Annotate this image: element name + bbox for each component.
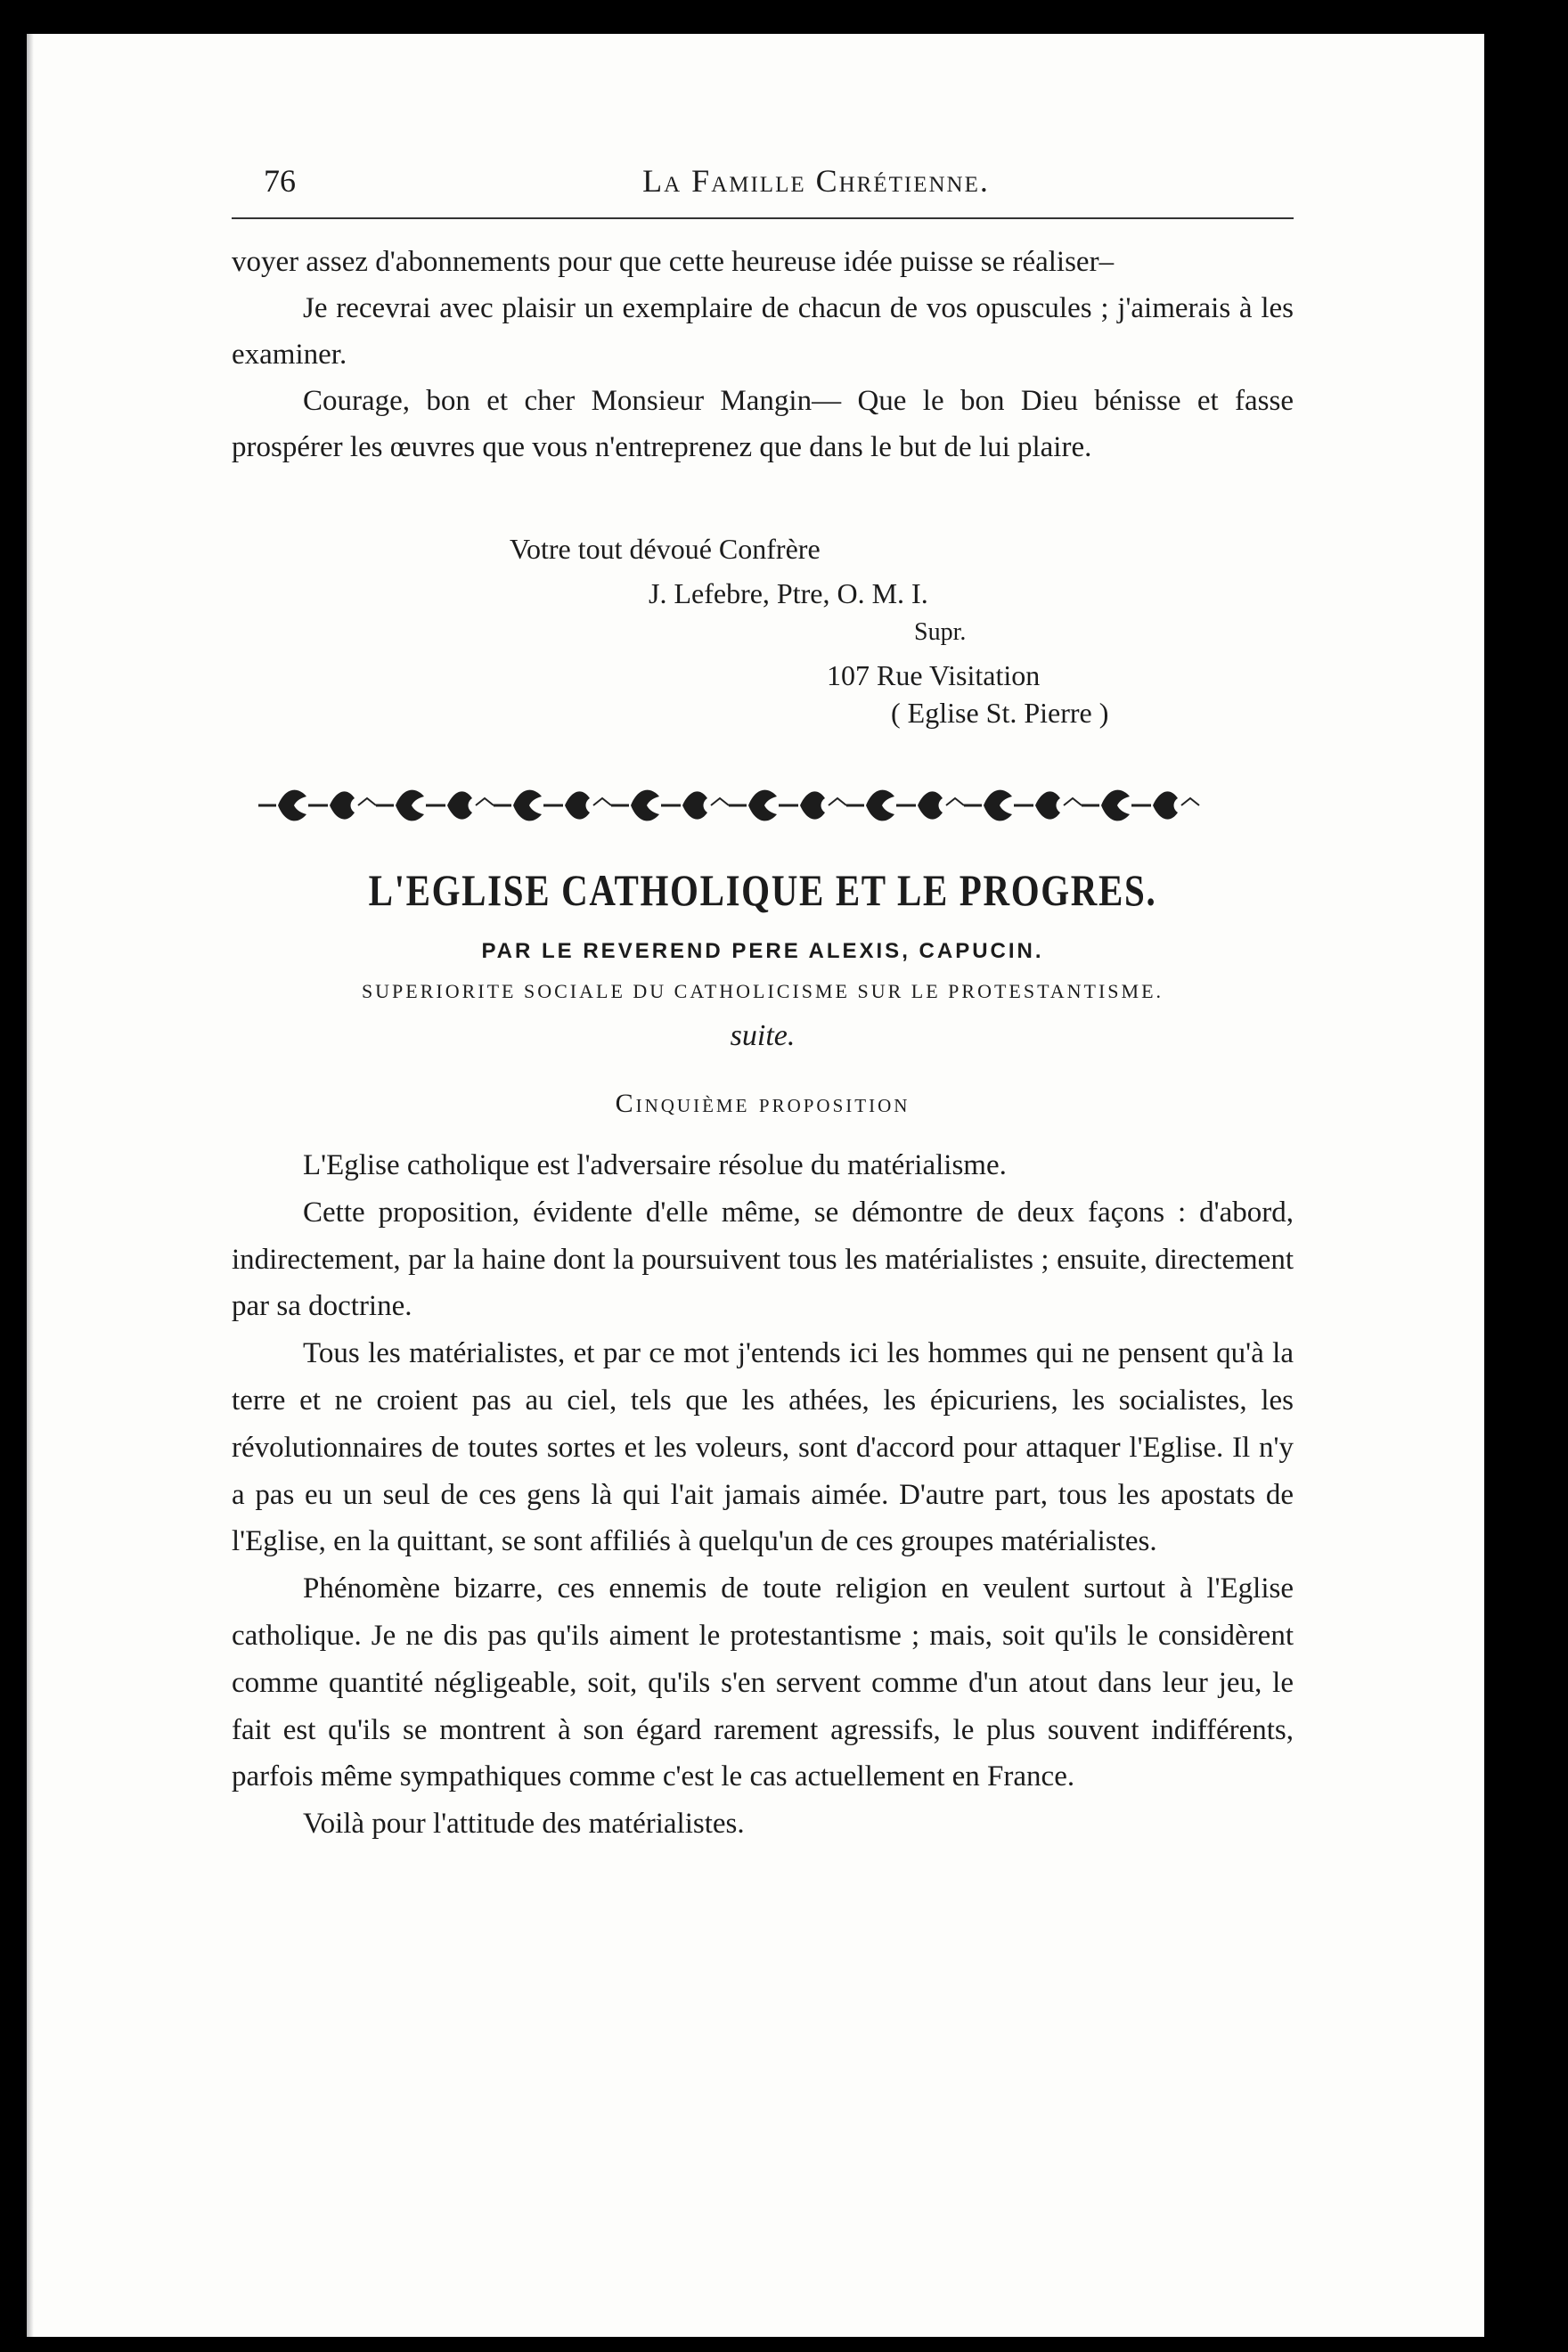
article-paragraph: Cette proposition, évidente d'elle même, se démontre de deux façons : d'abord, indirectement, par la haine dont la poursuivent tous les matérialistes ; ensuite, directement par sa doctrine. (232, 1196, 1294, 1323)
header-rule (232, 217, 1294, 219)
page-gutter-shadow (27, 34, 34, 2337)
running-header (232, 157, 1294, 201)
section-heading: Cinquième proposition (615, 1089, 911, 1118)
article-byline: PAR LE REVEREND PERE ALEXIS, CAPUCIN. (481, 939, 1044, 963)
letter-signer: J. Lefebre, Ptre, O. M. I. (649, 577, 928, 609)
letter-body (232, 239, 1294, 470)
letter-address-line: 107 Rue Visitation (827, 659, 1041, 691)
article-paragraph: Voilà pour l'attitude des matérialistes. (303, 1808, 745, 1841)
article-title: L'EGLISE CATHOLIQUE ET LE PROGRES. (368, 865, 1157, 915)
decorative-ornament-divider (249, 779, 1274, 832)
continued-label: suite. (730, 1019, 796, 1052)
running-title: La Famille Chrétienne. (642, 163, 990, 199)
letter-signer-title: Supr. (914, 618, 967, 646)
letter-paragraph: voyer assez d'abonnements pour que cette heureuse idée puisse se réaliser– (232, 246, 1115, 278)
article-paragraph: Phénomène bizarre, ces ennemis de toute religion en veulent surtout à l'Eglise catholique. Je ne dis pas qu'ils aiment le protestantisme ; mais, soit qu'ils le considèrent comme quantité négligeable, soit, qu'ils s'en servent comme d'un atout dans leur jeu, le fait est qu'ils se montrent à son égard rarement agressifs, le plus souvent indifférents, parfois même sympathiques comme c'est le cas actuellement en France. (232, 1572, 1294, 1793)
letter-closing: Votre tout dévoué Confrère (510, 533, 821, 565)
letter-paragraph: Courage, bon et cher Monsieur Mangin— Que le bon Dieu bénisse et fasse prospérer les œuvres que vous n'entreprenez que dans le but de lui plaire. (232, 385, 1294, 463)
scan-border (1484, 34, 1522, 2337)
article-paragraph: L'Eglise catholique est l'adversaire résolue du matérialisme. (303, 1149, 1007, 1181)
article-paragraph: Tous les matérialistes, et par ce mot j'entends ici les hommes qui ne pensent qu'à la terre et ne croient pas au ciel, tels que les athées, les épicuriens, les socialistes, les révolutionnaires de toutes sortes et les voleurs, sont d'accord pour attaquer l'Eglise. Il n'y a pas eu un seul de ces gens là qui l'ait jamais aimée. D'autre part, tous les apostats de l'Eglise, en la quittant, se sont affiliés à quelqu'un de ces groupes matérialistes. (232, 1337, 1294, 1558)
page-number: 76 (264, 163, 296, 199)
letter-address-line: ( Eglise St. Pierre ) (891, 697, 1109, 729)
article-body (232, 1142, 1294, 1848)
letter-paragraph: Je recevrai avec plaisir un exemplaire de chacun de vos opuscules ; j'aimerais à les examiner. (232, 292, 1294, 371)
article-subtitle: SUPERIORITE SOCIALE DU CATHOLICISME SUR LE PROTESTANTISME. (361, 980, 1164, 1002)
